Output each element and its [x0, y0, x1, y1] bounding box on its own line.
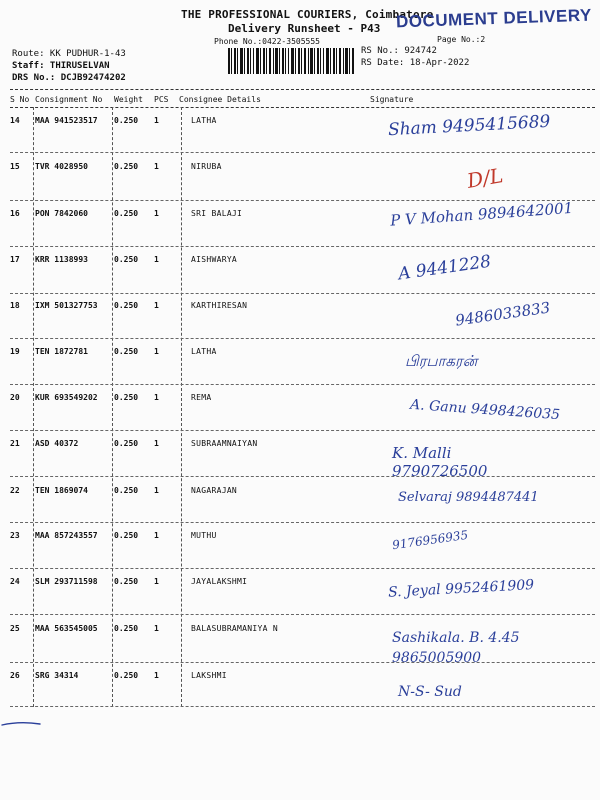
- signature-row-25: Sashikala. B. 4.45 9865005900: [392, 630, 520, 666]
- signature-row-18: 9486033833: [454, 298, 552, 330]
- row-pcs: 1: [154, 347, 159, 356]
- row-pcs: 1: [154, 209, 159, 218]
- signature-row-19: பிரபாகரன்: [405, 352, 478, 370]
- runsheet-subtitle: Delivery Runsheet - P43: [228, 22, 381, 35]
- row-consignment: TVR 4028950: [35, 162, 88, 171]
- signature-row-20: A. Ganu 9498426035: [409, 396, 561, 424]
- row-pcs: 1: [154, 624, 159, 633]
- row-consignment: IXM 501327753: [35, 301, 98, 310]
- row-sno: 16: [10, 209, 20, 218]
- row-weight: 0.250: [114, 162, 139, 171]
- row-consignment: ASD 40372: [35, 439, 79, 448]
- row-pcs: 1: [154, 439, 159, 448]
- row-pcs: 1: [154, 671, 159, 680]
- table-bottom-rule: [10, 706, 595, 707]
- row-sno: 26: [10, 671, 20, 680]
- row-sno: 14: [10, 116, 20, 125]
- row-weight: 0.250: [114, 671, 139, 680]
- route-label: Route: KK PUDHUR-1-43: [12, 49, 126, 59]
- row-pcs: 1: [154, 393, 159, 402]
- row-consignee: MUTHU: [191, 531, 217, 540]
- table-row: [0, 671, 600, 717]
- row-pcs: 1: [154, 162, 159, 171]
- company-title: THE PROFESSIONAL COURIERS, Coimbatore: [181, 8, 434, 21]
- rs-number: RS No.: 924742: [361, 46, 437, 56]
- document-delivery-stamp: DOCUMENT DELIVERY: [395, 5, 593, 32]
- row-sno: 24: [10, 577, 20, 586]
- table-row: [0, 255, 600, 301]
- signature-row-24: S. Jeyal 9952461909: [387, 577, 535, 601]
- signature-row-16: P V Mohan 9894642001: [389, 198, 574, 230]
- row-pcs: 1: [154, 116, 159, 125]
- row-weight: 0.250: [114, 531, 139, 540]
- row-consignment: SLM 293711598: [35, 577, 98, 586]
- row-divider: [10, 246, 595, 247]
- pen-mark: [0, 715, 60, 735]
- row-sno: 20: [10, 393, 20, 402]
- row-weight: 0.250: [114, 439, 139, 448]
- row-consignee: LAKSHMI: [191, 671, 227, 680]
- row-divider: [10, 522, 595, 523]
- row-divider: [10, 430, 595, 431]
- table-row: [0, 531, 600, 577]
- col-header-pcs: PCS: [154, 95, 169, 104]
- rs-date: RS Date: 18-Apr-2022: [361, 58, 470, 68]
- row-consignee: REMA: [191, 393, 212, 402]
- row-weight: 0.250: [114, 624, 139, 633]
- table-row: [0, 347, 600, 393]
- staff-label: Staff: THIRUSELVAN: [12, 61, 110, 71]
- row-consignee: SUBRAAMNAIYAN: [191, 439, 258, 448]
- row-divider: [10, 614, 595, 615]
- row-divider: [10, 568, 595, 569]
- row-consignment: MAA 857243557: [35, 531, 98, 540]
- row-consignment: TEN 1872781: [35, 347, 88, 356]
- signature-row-22: Selvaraj 9894487441: [398, 490, 539, 505]
- signature-row-26: N-S- Sud: [398, 684, 462, 700]
- col-header-signature: Signature: [370, 95, 414, 104]
- row-consignee: NAGARAJAN: [191, 486, 238, 495]
- row-pcs: 1: [154, 486, 159, 495]
- row-sno: 22: [10, 486, 20, 495]
- signature-row-14: Sham 9495415689: [387, 111, 551, 141]
- signature-row-17: A 9441228: [397, 251, 493, 285]
- header-top-rule: [10, 89, 595, 90]
- row-sno: 23: [10, 531, 20, 540]
- row-weight: 0.250: [114, 255, 139, 264]
- col-header-sno: S No: [10, 95, 30, 104]
- row-consignment: KRR 1138993: [35, 255, 88, 264]
- signature-row-15: D/L: [465, 163, 505, 193]
- row-consignment: MAA 563545005: [35, 624, 98, 633]
- row-sno: 15: [10, 162, 20, 171]
- row-weight: 0.250: [114, 209, 139, 218]
- col-header-consignment: Consignment No: [35, 95, 103, 104]
- row-consignee: NIRUBA: [191, 162, 222, 171]
- row-consignee: LATHA: [191, 116, 217, 125]
- signature-row-23: 9176956935: [391, 527, 469, 553]
- row-sno: 18: [10, 301, 20, 310]
- row-consignee: BALASUBRAMANIYA N: [191, 624, 278, 633]
- row-sno: 25: [10, 624, 20, 633]
- row-consignee: SRI BALAJI: [191, 209, 243, 218]
- row-weight: 0.250: [114, 301, 139, 310]
- row-consignment: TEN 1869074: [35, 486, 88, 495]
- header-bottom-rule: [10, 107, 595, 108]
- row-weight: 0.250: [114, 347, 139, 356]
- page-number: Page No.:2: [437, 35, 486, 44]
- row-weight: 0.250: [114, 393, 139, 402]
- row-consignee: JAYALAKSHMI: [191, 577, 248, 586]
- row-weight: 0.250: [114, 486, 139, 495]
- row-sno: 21: [10, 439, 20, 448]
- row-pcs: 1: [154, 531, 159, 540]
- row-consignment: PON 7842060: [35, 209, 88, 218]
- row-divider: [10, 152, 595, 153]
- row-consignee: AISHWARYA: [191, 255, 238, 264]
- row-consignment: SRG 34314: [35, 671, 79, 680]
- row-pcs: 1: [154, 255, 159, 264]
- row-consignment: MAA 941523517: [35, 116, 98, 125]
- phone-number: Phone No.:0422-3505555: [214, 37, 320, 46]
- drs-number: DRS No.: DCJB92474202: [12, 73, 126, 83]
- row-divider: [10, 338, 595, 339]
- row-consignee: KARTHIRESAN: [191, 301, 248, 310]
- row-consignment: KUR 693549202: [35, 393, 98, 402]
- row-weight: 0.250: [114, 577, 139, 586]
- row-weight: 0.250: [114, 116, 139, 125]
- row-sno: 17: [10, 255, 20, 264]
- row-consignee: LATHA: [191, 347, 217, 356]
- col-header-weight: Weight: [114, 95, 143, 104]
- row-pcs: 1: [154, 301, 159, 310]
- signature-row-21: K. Malli 9790726500: [392, 444, 488, 480]
- row-sno: 19: [10, 347, 20, 356]
- col-header-consignee: Consignee Details: [179, 95, 261, 104]
- row-pcs: 1: [154, 577, 159, 586]
- row-divider: [10, 293, 595, 294]
- barcode: [228, 48, 355, 74]
- row-divider: [10, 384, 595, 385]
